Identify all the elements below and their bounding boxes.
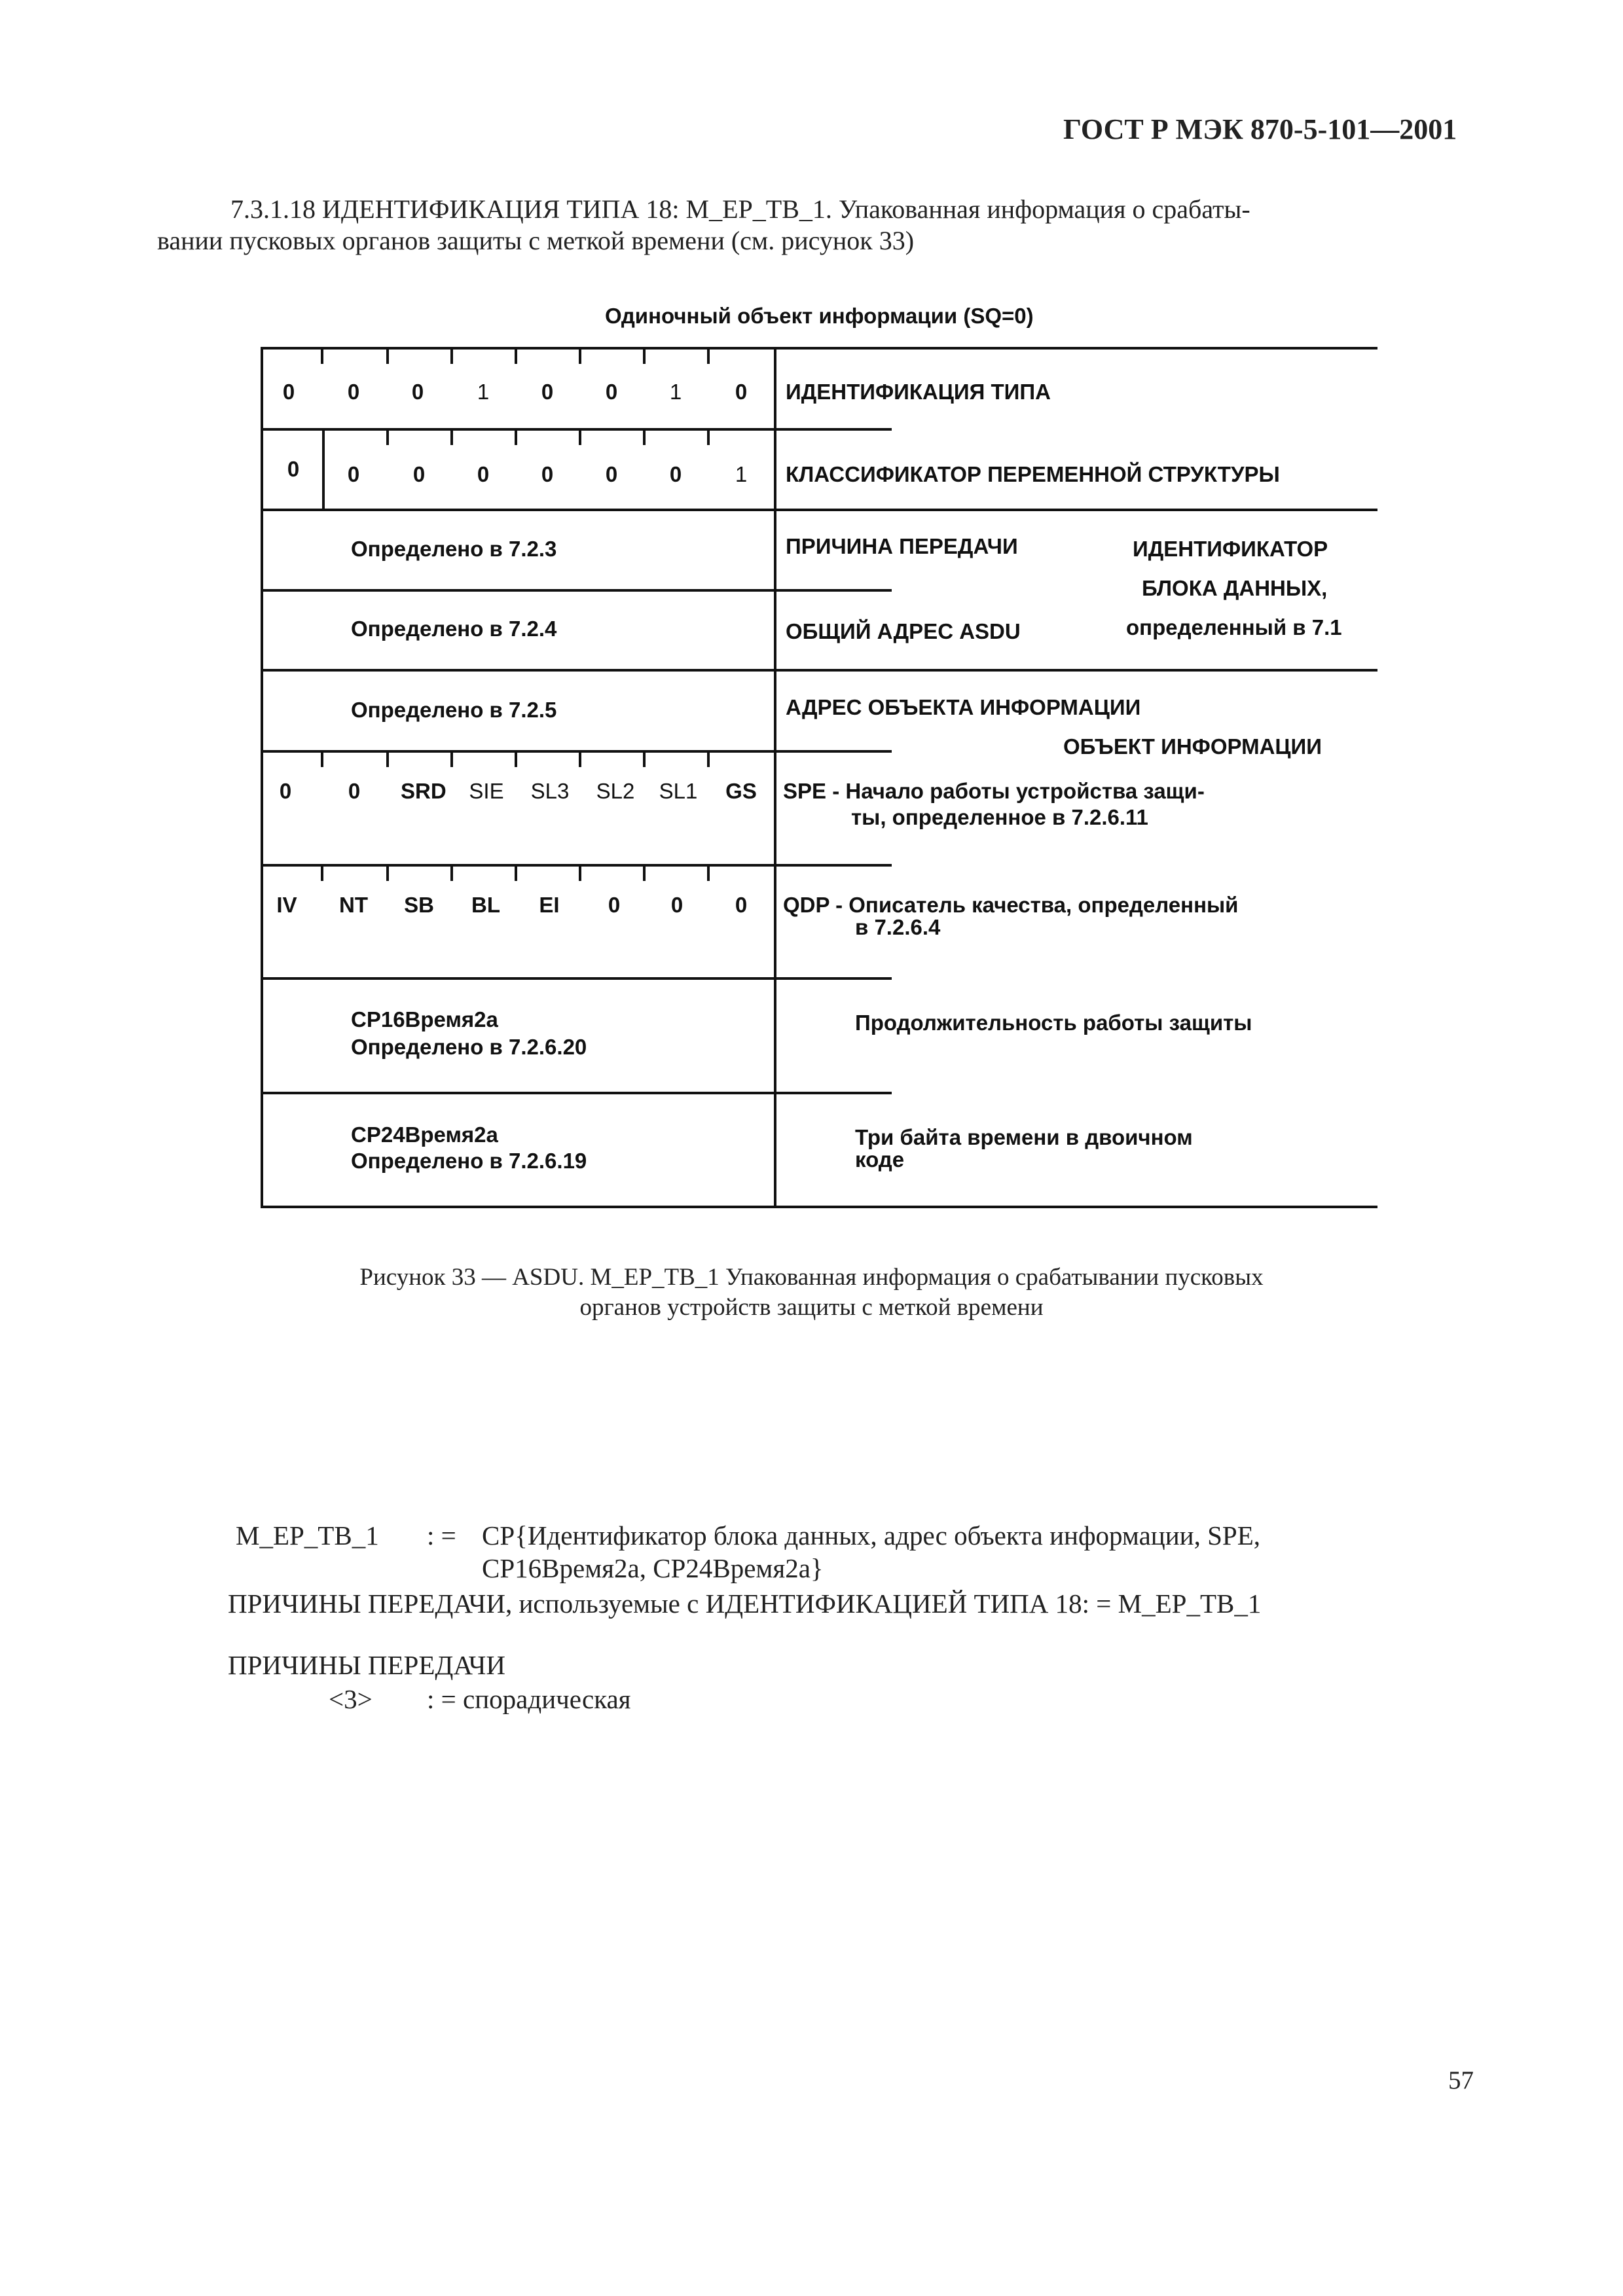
type-id-bit: 0 xyxy=(411,380,424,404)
data-unit-id-line-2: БЛОКА ДАННЫХ, xyxy=(1142,576,1328,600)
row-line xyxy=(774,428,892,431)
qdp-bit: 0 xyxy=(670,893,684,917)
definition-line-2: CP16Время2a, CP24Время2a} xyxy=(482,1553,824,1583)
bit-tick xyxy=(707,751,710,767)
qdp-bit: NT xyxy=(339,893,368,917)
qdp-bit: 0 xyxy=(735,893,748,917)
qdp-label-line-1: QDP - Описатель качества, определенный xyxy=(783,893,1239,917)
figure-caption-line-1: Рисунок 33 — ASDU. M_EP_TB_1 Упакованная информация о срабатывании пусковых xyxy=(359,1264,1264,1291)
definition-line-1: CP{Идентификатор блока данных, адрес объекта информации, SPE, xyxy=(482,1520,1261,1551)
bit-tick xyxy=(386,429,389,445)
row-line xyxy=(261,750,776,753)
bit-tick xyxy=(321,751,323,767)
spe-bit: 0 xyxy=(279,779,292,803)
cp16-name: CP16Время2a xyxy=(351,1007,498,1031)
spe-label-line-2: ты, определенное в 7.2.6.11 xyxy=(851,805,1148,829)
row-line xyxy=(774,864,892,867)
vsq-divider xyxy=(322,428,325,511)
row-line xyxy=(261,428,776,431)
type-id-bit: 1 xyxy=(669,380,682,404)
row-line xyxy=(261,509,1377,511)
bit-tick xyxy=(707,429,710,445)
qdp-bit: SB xyxy=(404,893,434,917)
spe-bit: SRD xyxy=(401,779,447,803)
spe-bit: SIE xyxy=(469,779,504,803)
data-unit-id-line-3: определенный в 7.1 xyxy=(1126,615,1342,639)
row-line xyxy=(261,1092,776,1094)
cot-label: ПРИЧИНА ПЕРЕДАЧИ xyxy=(786,534,1018,558)
type-id-bit: 1 xyxy=(477,380,490,404)
cp24-definition: Определено в 7.2.6.19 xyxy=(351,1149,587,1173)
cp16-definition: Определено в 7.2.6.20 xyxy=(351,1035,587,1059)
bit-tick xyxy=(707,348,710,364)
type-id-bit: 0 xyxy=(735,380,748,404)
row-line xyxy=(261,347,1377,350)
cp24-name: CP24Время2a xyxy=(351,1122,498,1147)
bit-tick xyxy=(321,348,323,364)
vsq-bit: 0 xyxy=(412,462,426,486)
bit-tick xyxy=(515,429,517,445)
row-line xyxy=(774,589,892,592)
asdu-definition: Определено в 7.2.4 xyxy=(351,617,557,641)
spe-bit: SL3 xyxy=(530,779,570,803)
cot-code: <3> xyxy=(329,1684,373,1714)
spe-bit: 0 xyxy=(348,779,361,803)
row-line xyxy=(261,669,1377,672)
spe-label-line-1: SPE - Начало работы устройства защи- xyxy=(783,779,1205,803)
diagram-right-border xyxy=(774,347,776,1208)
vsq-bit: 1 xyxy=(735,462,748,486)
bit-tick xyxy=(579,429,581,445)
bit-tick xyxy=(450,751,453,767)
spe-bit: SL1 xyxy=(659,779,698,803)
bit-tick xyxy=(386,751,389,767)
standard-header: ГОСТ Р МЭК 870-5-101—2001 xyxy=(1063,113,1457,145)
bit-tick xyxy=(643,751,646,767)
row-line xyxy=(774,1092,892,1094)
ioa-label: АДРЕС ОБЪЕКТА ИНФОРМАЦИИ xyxy=(786,695,1141,719)
spe-bit: GS xyxy=(725,779,757,803)
info-object-label: ОБЪЕКТ ИНФОРМАЦИИ xyxy=(1063,734,1322,759)
bit-tick xyxy=(386,865,389,881)
qdp-bit: BL xyxy=(471,893,500,917)
bit-tick xyxy=(450,865,453,881)
type-id-bit: 0 xyxy=(347,380,360,404)
cot-value: : = спорадическая xyxy=(427,1684,631,1714)
qdp-bit: IV xyxy=(276,893,297,917)
qdp-bit: EI xyxy=(539,893,560,917)
page-number: 57 xyxy=(1448,2066,1474,2094)
qdp-label-line-2: в 7.2.6.4 xyxy=(855,915,941,939)
figure-caption-line-2: органов устройств защиты с меткой времени xyxy=(579,1294,1044,1321)
bit-tick xyxy=(643,429,646,445)
vsq-bit: 0 xyxy=(605,462,618,486)
vsq-bit: 0 xyxy=(669,462,682,486)
bit-tick xyxy=(643,865,646,881)
vsq-sq-bit: 0 xyxy=(287,457,300,481)
bit-tick xyxy=(450,429,453,445)
vsq-bit: 0 xyxy=(347,462,360,486)
cot-definition: Определено в 7.2.3 xyxy=(351,537,557,561)
row-line xyxy=(774,977,892,980)
diagram-title: Одиночный объект информации (SQ=0) xyxy=(605,304,1034,328)
data-unit-id-line-1: ИДЕНТИФИКАТОР xyxy=(1133,537,1328,561)
bit-tick xyxy=(515,348,517,364)
bit-tick xyxy=(579,865,581,881)
qdp-bit: 0 xyxy=(608,893,621,917)
bit-tick xyxy=(321,865,323,881)
row-line xyxy=(261,864,776,867)
vsq-bit: 0 xyxy=(477,462,490,486)
cp24-label-line-2: коде xyxy=(855,1147,905,1172)
bit-tick xyxy=(515,865,517,881)
cp24-label-line-1: Три байта времени в двоичном xyxy=(855,1125,1193,1149)
vsq-label: КЛАССИФИКАТОР ПЕРЕМЕННОЙ СТРУКТУРЫ xyxy=(786,462,1280,486)
bit-tick xyxy=(643,348,646,364)
cot-heading: ПРИЧИНЫ ПЕРЕДАЧИ xyxy=(228,1650,505,1680)
intro-line-2: вании пусковых органов защиты с меткой времени (см. рисунок 33) xyxy=(157,226,915,255)
definition-name: M_EP_TB_1 xyxy=(236,1520,379,1551)
vsq-bit: 0 xyxy=(541,462,554,486)
definition-assign: : = xyxy=(427,1520,456,1551)
row-line xyxy=(774,750,892,753)
type-id-label: ИДЕНТИФИКАЦИЯ ТИПА xyxy=(786,380,1051,404)
bit-tick xyxy=(386,348,389,364)
asdu-label: ОБЩИЙ АДРЕС ASDU xyxy=(786,619,1021,643)
row-line xyxy=(261,977,776,980)
type-id-bit: 0 xyxy=(605,380,618,404)
row-line xyxy=(261,589,776,592)
cot-usage: ПРИЧИНЫ ПЕРЕДАЧИ, используемые с ИДЕНТИФИКАЦИЕЙ ТИПА 18: = M_EP_TB_1 xyxy=(228,1588,1262,1619)
type-id-bit: 0 xyxy=(282,380,295,404)
intro-line-1: 7.3.1.18 ИДЕНТИФИКАЦИЯ ТИПА 18: M_EP_TB_1. Упакованная информация о срабаты- xyxy=(230,194,1250,224)
spe-bit: SL2 xyxy=(596,779,635,803)
row-line xyxy=(261,1206,1377,1208)
bit-tick xyxy=(579,751,581,767)
bit-tick xyxy=(579,348,581,364)
diagram-left-border xyxy=(261,347,263,1208)
bit-tick xyxy=(450,348,453,364)
bit-tick xyxy=(707,865,710,881)
ioa-definition: Определено в 7.2.5 xyxy=(351,698,557,722)
bit-tick xyxy=(515,751,517,767)
type-id-bit: 0 xyxy=(541,380,554,404)
cp16-label: Продолжительность работы защиты xyxy=(855,1011,1252,1035)
